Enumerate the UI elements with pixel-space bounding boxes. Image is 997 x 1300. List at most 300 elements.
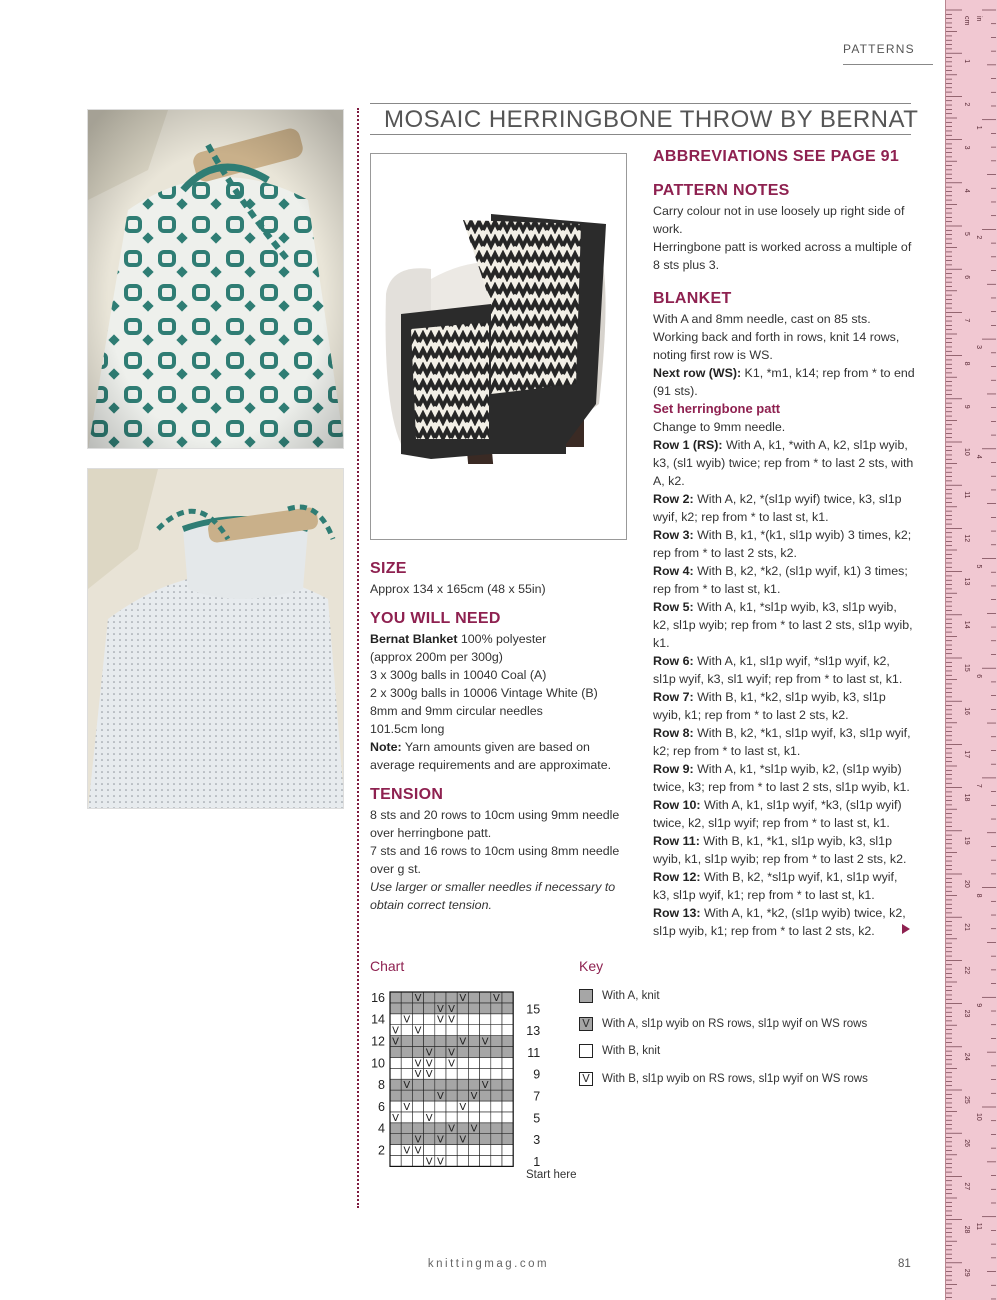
chart-cell <box>424 1003 435 1014</box>
slip-stitch-mark: V <box>392 1112 400 1124</box>
chart-cell <box>457 1145 468 1156</box>
slip-stitch-mark: V <box>392 1025 400 1037</box>
ruler-inch-label: 4 <box>975 454 982 459</box>
slip-stitch-mark: V <box>448 1014 456 1026</box>
chart-cell <box>480 1123 491 1134</box>
chart-cell <box>480 1145 491 1156</box>
slip-stitch-mark: V <box>414 1069 422 1081</box>
chart-cell <box>480 1112 491 1123</box>
chart-cell <box>468 1112 479 1123</box>
tension-text <box>370 806 630 914</box>
chart-cell <box>412 1047 423 1058</box>
tension-heading: TENSION <box>370 786 444 803</box>
chart-row-label: 10 <box>371 1056 385 1071</box>
chart-cell <box>491 1047 502 1058</box>
row-text: With B, k1, *(k1, sl1p wyib) 3 times, k2; rep from * to last 2 sts, k2. <box>653 528 912 560</box>
material-line: 100% polyester <box>457 632 547 646</box>
material-line: 3 x 300g balls in 10040 Coal (A) <box>370 668 547 682</box>
ruler-inch-label: 8 <box>975 893 982 898</box>
materials-list <box>370 630 630 774</box>
hot-water-bottle-photo-bottom <box>87 468 344 809</box>
row-label: Row 13: <box>653 906 701 920</box>
chart-cell <box>457 1112 468 1123</box>
ruler-cm-label: 23 <box>963 1009 970 1018</box>
chart-cell <box>502 992 513 1003</box>
row-text: With B, k1, *k2, sl1p wyib, k3, sl1p wyib, k1; rep from * to last 2 sts, k2. <box>653 690 886 722</box>
ruler-cm-label: 9 <box>963 404 970 409</box>
next-row-label: Next row (WS): <box>653 366 742 380</box>
chart-cell <box>401 1068 412 1079</box>
chart-cell <box>502 1079 513 1090</box>
chart-cell <box>412 1112 423 1123</box>
row-text: With A, k2, *(sl1p wyif) twice, k3, sl1p wyif, k2; rep from * to last st, k1. <box>653 492 902 524</box>
slip-stitch-mark: V <box>448 1058 456 1070</box>
row-text: With B, k2, *k1, sl1p wyif, k3, sl1p wyif, k2; rep from * to last st, k1. <box>653 726 911 758</box>
chart-cell <box>480 992 491 1003</box>
row-label: Row 6: <box>653 654 694 668</box>
size-text: Approx 134 x 165cm (48 x 55in) <box>370 582 546 596</box>
ruler-cm-label: 7 <box>963 318 970 323</box>
chart-cell <box>446 1156 457 1167</box>
chart-cell <box>457 1068 468 1079</box>
row-instruction <box>653 760 915 796</box>
ruler-cm-label: 13 <box>963 577 970 586</box>
row-label: Row 9: <box>653 762 694 776</box>
chart-cell <box>390 1101 401 1112</box>
chart-cell <box>457 1079 468 1090</box>
pattern-note-line: Herringbone patt is worked across a multiple of 8 sts plus 3. <box>653 240 912 272</box>
slip-stitch-mark: V <box>425 1069 433 1081</box>
chart-cell <box>491 1156 502 1167</box>
ruler-inch-label: 10 <box>975 1113 982 1121</box>
chart-cell <box>401 1156 412 1167</box>
chart-cell <box>390 1057 401 1068</box>
chart-cell <box>435 1079 446 1090</box>
row-instruction <box>653 562 915 598</box>
row-text: With A, k1, *sl1p wyib, k3, sl1p wyib, k2, sl1p wyib; rep from * to last 2 sts, sl1p wyib, k1. <box>653 600 913 650</box>
key-item <box>579 989 660 1003</box>
measuring-ruler <box>945 0 997 1300</box>
chart-cell <box>412 1156 423 1167</box>
chart-cell <box>401 1047 412 1058</box>
row-label: Row 3: <box>653 528 694 542</box>
chart-cell <box>502 1101 513 1112</box>
chart-cell <box>412 1014 423 1025</box>
key-label: With A, sl1p wyib on RS rows, sl1p wyif on WS rows <box>602 1018 868 1030</box>
chart-cell <box>390 1123 401 1134</box>
abbreviations-heading: ABBREVIATIONS SEE PAGE 91 <box>653 148 900 165</box>
ruler-cm-label: 20 <box>963 880 970 888</box>
chart-cell <box>491 1036 502 1047</box>
ruler-cm-label: 28 <box>963 1225 970 1234</box>
slip-stitch-mark: V <box>481 1080 489 1092</box>
tension-line: 7 sts and 16 rows to 10cm using 8mm needle over g st. <box>370 844 620 876</box>
chart-cell <box>401 1134 412 1145</box>
material-line: 101.5cm long <box>370 722 445 736</box>
ruler-cm-label: 15 <box>963 664 970 672</box>
slip-stitch-mark: V <box>436 1003 444 1015</box>
slip-stitch-mark: V <box>414 1134 422 1146</box>
chart-cell <box>480 1025 491 1036</box>
chart-row-label: 8 <box>378 1078 385 1093</box>
slip-stitch-mark: V <box>403 1101 411 1113</box>
chart-container <box>366 984 606 1184</box>
chart-cell <box>480 1090 491 1101</box>
you-will-need-heading: YOU WILL NEED <box>370 610 501 627</box>
chart-cell <box>502 1145 513 1156</box>
ruler-cm-label: 19 <box>963 836 970 845</box>
row-text: With B, k1, *k1, sl1p wyib, k3, sl1p wyib, k1, sl1p wyib; rep from * to last 2 sts, k2. <box>653 834 907 866</box>
slip-stitch-mark: V <box>414 1025 422 1037</box>
row-instruction <box>653 652 915 688</box>
chart-cell <box>457 1047 468 1058</box>
material-line: 2 x 300g balls in 10006 Vintage White (B) <box>370 686 598 700</box>
chart-cell <box>468 1156 479 1167</box>
chart-cell <box>502 1003 513 1014</box>
chart-cell <box>491 1025 502 1036</box>
chart-cell <box>446 1090 457 1101</box>
slip-stitch-mark: V <box>414 992 422 1004</box>
slip-stitch-mark: V <box>414 1145 422 1157</box>
slip-stitch-mark: V <box>470 1123 478 1135</box>
ruler-cm-label: 10 <box>963 448 970 456</box>
chart-cell <box>502 1156 513 1167</box>
row-label: Row 11: <box>653 834 700 848</box>
chart-cell <box>468 1134 479 1145</box>
chart-cell <box>435 1057 446 1068</box>
chart-cell <box>502 1134 513 1145</box>
chart-row-label: 4 <box>378 1121 385 1136</box>
column-divider <box>357 108 359 1208</box>
chart-cell <box>480 1047 491 1058</box>
footer-website: knittingmag.com <box>427 1258 550 1270</box>
chart-cell <box>468 1014 479 1025</box>
slip-stitch-mark: V <box>425 1047 433 1059</box>
key-item <box>579 1044 660 1058</box>
row-text: With A, k1, *with A, k2, sl1p wyib, k3, (sl1 wyib) twice; rep from * to last 2 sts, with A, k2. <box>653 438 914 488</box>
slip-stitch-mark: V <box>403 1145 411 1157</box>
tension-line: 8 sts and 20 rows to 10cm using 9mm needle over herringbone patt. <box>370 808 620 840</box>
next-row-text: K1, *m1, k14; rep from * to end (91 sts). <box>653 366 915 398</box>
chart-cell <box>502 1057 513 1068</box>
slip-stitch-mark: V <box>403 1080 411 1092</box>
chart-cell <box>446 1145 457 1156</box>
chart-cell <box>491 1057 502 1068</box>
chart-row-label: 6 <box>378 1099 385 1114</box>
chart-cell <box>424 1134 435 1145</box>
page-number: 81 <box>898 1258 911 1270</box>
hot-water-bottle-photo-top <box>87 109 344 449</box>
chart-cell <box>502 1047 513 1058</box>
chart-cell <box>457 1156 468 1167</box>
chart-cell <box>468 1057 479 1068</box>
pattern-note-line: Carry colour not in use loosely up right side of work. <box>653 204 905 236</box>
slip-stitch-mark: V <box>436 1134 444 1146</box>
start-here-label: Start here <box>526 1169 577 1181</box>
chart-cell <box>468 1047 479 1058</box>
chart-cell <box>502 1123 513 1134</box>
ruler-inch-label: 9 <box>975 1003 982 1008</box>
chart-cell <box>435 1068 446 1079</box>
ruler-cm-label: 11 <box>963 491 970 499</box>
size-heading: SIZE <box>370 560 407 577</box>
chart-row-label: 15 <box>526 1002 541 1017</box>
row-text: With A, k1, sl1p wyif, *sl1p wyif, k2, sl1p wyif, k3, sl1 wyif; rep from * to last st, k1. <box>653 654 903 686</box>
row-label: Row 12: <box>653 870 701 884</box>
chart-cell <box>457 1123 468 1134</box>
note-label: Note: <box>370 740 402 754</box>
slip-stitch-mark: V <box>436 1014 444 1026</box>
chart-cell <box>502 1068 513 1079</box>
row-instruction <box>653 796 915 832</box>
row-text: With A, k1, sl1p wyif, *k3, (sl1p wyif) twice, k2, sl1p wyif; rep from * to last st, k1. <box>653 798 902 830</box>
chart-cell <box>457 1025 468 1036</box>
chart-cell <box>468 992 479 1003</box>
ruler-cm-label: 6 <box>963 275 970 280</box>
chart-cell <box>468 1068 479 1079</box>
row-instruction <box>653 868 915 904</box>
blanket-instructions <box>653 310 915 940</box>
chart-cell <box>390 1090 401 1101</box>
chart-cell <box>401 1003 412 1014</box>
ruler-cm-label: 3 <box>963 145 970 150</box>
chart-cell <box>468 1036 479 1047</box>
chart-cell <box>390 1014 401 1025</box>
ruler-inch-label: 1 <box>975 125 982 130</box>
chart-cell <box>412 1036 423 1047</box>
chart-cell <box>480 1003 491 1014</box>
key-label: With B, knit <box>602 1045 661 1057</box>
chart-cell <box>468 1101 479 1112</box>
chart-cell <box>390 992 401 1003</box>
chart-cell <box>491 1112 502 1123</box>
slip-stitch-mark: V <box>436 1091 444 1102</box>
tension-note: Use larger or smaller needles if necessary to obtain correct tension. <box>370 880 616 912</box>
chart-cell <box>446 1068 457 1079</box>
chart-cell <box>401 1123 412 1134</box>
chart-cell <box>401 1090 412 1101</box>
chart-cell <box>491 1101 502 1112</box>
chart-cell <box>412 1090 423 1101</box>
row-label: Row 2: <box>653 492 694 506</box>
chart-cell <box>424 1090 435 1101</box>
chart-cell <box>491 1145 502 1156</box>
row-instruction <box>653 904 915 940</box>
chart-cell <box>446 992 457 1003</box>
ruler-cm-label: 12 <box>963 534 970 543</box>
chart-cell <box>424 1036 435 1047</box>
chart-cell <box>424 992 435 1003</box>
row-instructions <box>653 436 915 940</box>
chart-cell <box>502 1036 513 1047</box>
chart-row-label: 12 <box>371 1034 385 1049</box>
chart-row-label: 5 <box>533 1111 541 1126</box>
chart-cell <box>401 1112 412 1123</box>
throw-photo <box>370 153 627 540</box>
chart-row-label: 9 <box>533 1067 541 1082</box>
row-instruction <box>653 832 915 868</box>
slip-stitch-mark: V <box>425 1112 433 1124</box>
ruler-cm-label: 18 <box>963 793 970 802</box>
row-text: With B, k2, *k2, (sl1p wyif, k1) 3 times; rep from * to last st, k1. <box>653 564 908 596</box>
row-label: Row 7: <box>653 690 694 704</box>
key-item <box>579 1072 868 1086</box>
chart-cell <box>446 1079 457 1090</box>
note-text: Yarn amounts given are based on average requirements and are approximate. <box>370 740 612 772</box>
chart-cell <box>390 1134 401 1145</box>
chart-cell <box>412 1123 423 1134</box>
ruler-inch-label: in <box>975 16 982 22</box>
chart-cell <box>390 1145 401 1156</box>
chart-row-label: 11 <box>527 1045 541 1060</box>
section-label: PATTERNS <box>843 42 933 65</box>
ruler-cm-label: 14 <box>963 620 970 629</box>
chart-row-label: 14 <box>371 1012 385 1027</box>
ruler-inch-label: 11 <box>975 1222 982 1230</box>
chart-cell <box>424 1145 435 1156</box>
ruler-cm-label: 29 <box>963 1268 970 1277</box>
chart-cell <box>446 1025 457 1036</box>
ruler-scale <box>945 0 997 1300</box>
key-swatch-a-slip: V <box>579 1017 593 1031</box>
chart-cell <box>480 1101 491 1112</box>
right-column <box>653 148 915 940</box>
slip-stitch-mark: V <box>459 1101 467 1113</box>
row-instruction <box>653 526 915 562</box>
chart-row-label: 7 <box>533 1089 541 1104</box>
chart-cell <box>412 1079 423 1090</box>
ruler-inch-label: 3 <box>975 345 982 350</box>
chart-cell <box>468 1145 479 1156</box>
slip-stitch-mark: V <box>436 1156 444 1168</box>
ruler-inch-label: 2 <box>975 235 982 240</box>
page-title: MOSAIC HERRINGBONE THROW BY BERNAT <box>370 103 911 135</box>
key-label: With B, sl1p wyib on RS rows, sl1p wyif on WS rows <box>602 1073 868 1085</box>
chart-cell <box>480 1134 491 1145</box>
ruler-cm-label: 27 <box>963 1182 970 1191</box>
ruler-inch-label: 5 <box>975 564 982 569</box>
continue-arrow-icon <box>902 924 910 934</box>
chart-cell <box>446 1134 457 1145</box>
chart-cell <box>468 1025 479 1036</box>
chart-row-label: 13 <box>526 1024 541 1039</box>
row-instruction <box>653 688 915 724</box>
chart-cell <box>491 1123 502 1134</box>
needle-change: Change to 9mm needle. <box>653 420 786 434</box>
chart-cell <box>401 1025 412 1036</box>
chart-cell <box>491 1014 502 1025</box>
row-instruction <box>653 724 915 760</box>
material-line: (approx 200m per 300g) <box>370 650 503 664</box>
ruler-cm-label: 22 <box>963 966 970 975</box>
chart-row-label: 3 <box>533 1133 541 1148</box>
key-swatch-b-slip: V <box>579 1072 593 1086</box>
key-swatch-b-knit <box>579 1044 593 1058</box>
row-text: With B, k2, *sl1p wyif, k1, sl1p wyif, k3, sl1p wyif, k1; rep from * to last st, k1. <box>653 870 898 902</box>
chart-cell <box>491 1003 502 1014</box>
row-instruction <box>653 490 915 526</box>
blanket-intro: With A and 8mm needle, cast on 85 sts. Working back and forth in rows, knit 14 rows, noting first row is WS. <box>653 312 900 362</box>
chart-cell <box>446 1112 457 1123</box>
chart-cell <box>491 1134 502 1145</box>
chart-cell <box>435 992 446 1003</box>
pattern-notes-heading: PATTERN NOTES <box>653 182 790 199</box>
material-line: 8mm and 9mm circular needles <box>370 704 543 718</box>
chart-cell <box>457 1014 468 1025</box>
chart-cell <box>424 1079 435 1090</box>
chart-cell <box>435 1145 446 1156</box>
chart-cell <box>390 1068 401 1079</box>
chart-cell <box>390 1047 401 1058</box>
chart-cell <box>480 1014 491 1025</box>
chart-cell <box>502 1014 513 1025</box>
row-label: Row 8: <box>653 726 694 740</box>
slip-stitch-mark: V <box>492 992 500 1004</box>
row-label: Row 4: <box>653 564 694 578</box>
chart-cell <box>457 1090 468 1101</box>
row-label: Row 10: <box>653 798 701 812</box>
slip-stitch-mark: V <box>459 992 467 1004</box>
chart-cell <box>390 1079 401 1090</box>
key-swatch-a-knit <box>579 989 593 1003</box>
ruler-cm-label: 24 <box>963 1052 970 1061</box>
ruler-cm-label: 2 <box>963 102 970 107</box>
slip-stitch-mark: V <box>403 1014 411 1026</box>
slip-stitch-mark: V <box>481 1036 489 1048</box>
chart-cell <box>390 1003 401 1014</box>
chart-cell <box>435 1025 446 1036</box>
chart-cell <box>435 1123 446 1134</box>
chart-cell <box>446 1036 457 1047</box>
chart-cell <box>401 1057 412 1068</box>
chart-cell <box>401 1036 412 1047</box>
chart-cell <box>457 1057 468 1068</box>
ruler-inch-label: 6 <box>975 674 982 679</box>
row-instruction <box>653 436 915 490</box>
chart-cell <box>412 1003 423 1014</box>
chart-cell <box>424 1123 435 1134</box>
chart-cell <box>435 1047 446 1058</box>
chart-cell <box>491 1079 502 1090</box>
chart-cell <box>502 1025 513 1036</box>
ruler-cm-label: 4 <box>963 188 970 193</box>
left-column <box>370 560 630 914</box>
key-label: With A, knit <box>602 990 660 1002</box>
ruler-inch-label: 7 <box>975 783 982 788</box>
slip-stitch-mark: V <box>392 1036 400 1048</box>
chart-cell <box>468 1003 479 1014</box>
chart-cell <box>480 1057 491 1068</box>
chart-cell <box>424 1101 435 1112</box>
chart-title: Chart <box>370 958 405 974</box>
row-text: With A, k1, *sl1p wyib, k2, (sl1p wyib) twice, k3; rep from * to last 2 sts, sl1p wyib, k1. <box>653 762 910 794</box>
chart-cell <box>401 992 412 1003</box>
chart-row-label: 16 <box>371 990 385 1005</box>
ruler-cm-label: 1 <box>963 59 970 64</box>
slip-stitch-mark: V <box>459 1036 467 1048</box>
chart-cell <box>435 1036 446 1047</box>
row-label: Row 1 (RS): <box>653 438 723 452</box>
chart-cell <box>491 1068 502 1079</box>
chart-cell <box>446 1101 457 1112</box>
chart-cell <box>502 1090 513 1101</box>
ruler-cm-label: 21 <box>963 923 970 931</box>
chart-cell <box>424 1025 435 1036</box>
slip-stitch-mark: V <box>470 1091 478 1102</box>
slip-stitch-mark: V <box>448 1047 456 1059</box>
chart-cell <box>502 1112 513 1123</box>
chart-cell <box>390 1156 401 1167</box>
